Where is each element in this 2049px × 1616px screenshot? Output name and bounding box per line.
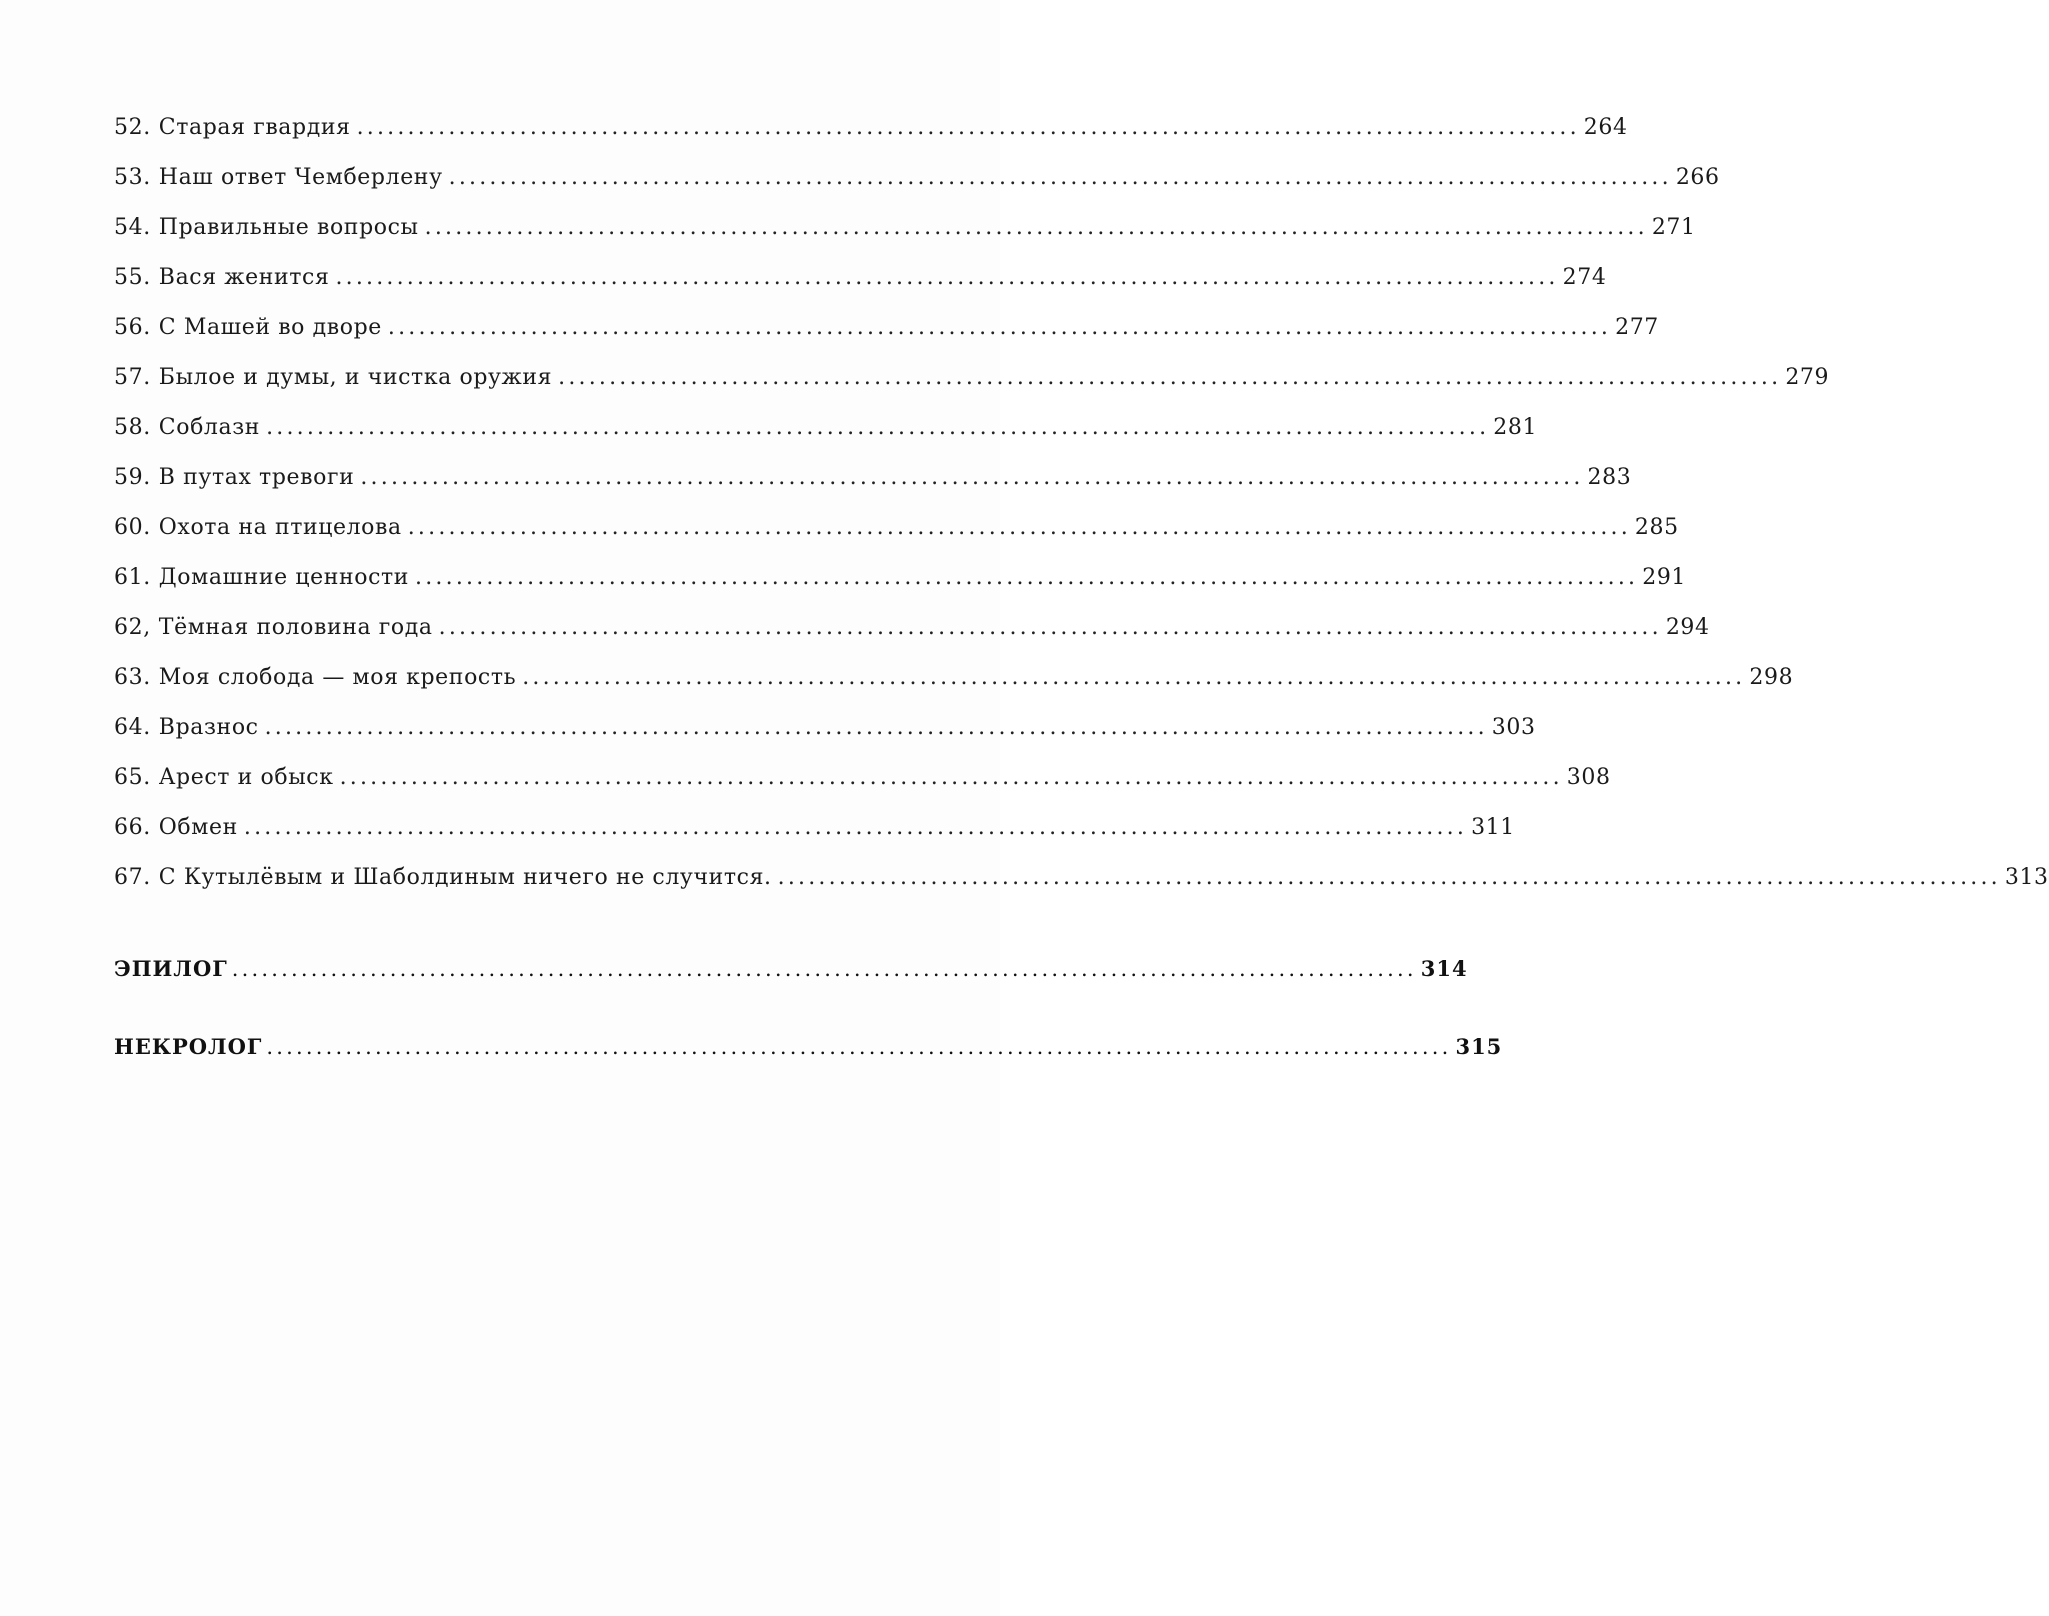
chapter-title: Соблазн bbox=[158, 415, 261, 440]
dot-leader: ........................................................................................................................ bbox=[266, 415, 1490, 440]
chapter-number: 54. bbox=[114, 215, 151, 240]
necrologue-title: НЕКРОЛОГ bbox=[114, 1034, 263, 1059]
toc-entry bbox=[114, 853, 2049, 903]
dot-leader: ........................................................................................................................ bbox=[387, 315, 1612, 340]
chapter-number: 64. bbox=[114, 715, 151, 740]
chapter-number: 58. bbox=[114, 415, 151, 440]
chapter-number: 61. bbox=[114, 565, 151, 590]
chapter-title: Тёмная половина года bbox=[158, 615, 433, 640]
toc-entry bbox=[114, 753, 1611, 803]
chapter-number: 63. bbox=[114, 665, 151, 690]
chapter-page-number: 311 bbox=[1471, 815, 1515, 840]
chapter-title: Правильные вопросы bbox=[158, 215, 419, 240]
chapter-page-number: 271 bbox=[1651, 215, 1696, 240]
chapter-number: 62, bbox=[114, 615, 151, 640]
toc-necrologue bbox=[114, 1027, 1503, 1067]
chapter-title: Вразнос bbox=[158, 715, 259, 740]
toc-entries-list bbox=[114, 103, 2049, 903]
chapter-number: 55. bbox=[114, 265, 151, 290]
toc-entry bbox=[114, 303, 1659, 353]
chapter-page-number: 279 bbox=[1785, 365, 1830, 390]
chapter-number: 56. bbox=[114, 315, 151, 340]
toc-entry bbox=[114, 453, 1632, 503]
dot-leader: ........................................................................................................................ bbox=[231, 957, 1417, 981]
toc-entry bbox=[114, 553, 1687, 603]
chapter-title: Домашние ценности bbox=[158, 565, 410, 590]
toc-entry bbox=[114, 103, 1628, 153]
dot-leader: ........................................................................................................................ bbox=[522, 665, 1746, 690]
chapter-title: Охота на птицелова bbox=[158, 515, 402, 540]
chapter-page-number: 313 bbox=[2004, 865, 2049, 890]
chapter-page-number: 266 bbox=[1675, 165, 1720, 190]
toc-epilogue bbox=[114, 949, 1468, 989]
epilogue-page-number: 314 bbox=[1420, 956, 1468, 981]
chapter-title: Обмен bbox=[158, 815, 238, 840]
chapter-number: 59. bbox=[114, 465, 151, 490]
chapter-page-number: 291 bbox=[1642, 565, 1687, 590]
toc-entry bbox=[114, 253, 1607, 303]
dot-leader: ........................................................................................................................ bbox=[415, 565, 1639, 590]
epilogue-title: ЭПИЛОГ bbox=[114, 956, 228, 981]
chapter-number: 57. bbox=[114, 365, 151, 390]
chapter-title: С Кутылёвым и Шаболдиным ничего не случится. bbox=[158, 865, 772, 890]
chapter-title: Моя слобода — моя крепость bbox=[158, 665, 517, 690]
chapter-number: 52. bbox=[114, 115, 151, 140]
chapter-page-number: 277 bbox=[1615, 315, 1659, 340]
chapter-number: 65. bbox=[114, 765, 151, 790]
chapter-title: Былое и думы, и чистка оружия bbox=[158, 365, 553, 390]
chapter-title: Старая гвардия bbox=[158, 115, 351, 140]
chapter-title: Вася женится bbox=[158, 265, 330, 290]
chapter-title: В путах тревоги bbox=[158, 465, 355, 490]
dot-leader: ........................................................................................................................ bbox=[266, 1035, 1452, 1059]
chapter-page-number: 298 bbox=[1749, 665, 1794, 690]
toc-entry bbox=[114, 703, 1536, 753]
dot-leader: ........................................................................................................................ bbox=[360, 465, 1584, 490]
toc-entry bbox=[114, 203, 1696, 253]
chapter-page-number: 274 bbox=[1562, 265, 1607, 290]
toc-entry bbox=[114, 603, 1710, 653]
toc-entry bbox=[114, 503, 1679, 553]
dot-leader: ........................................................................................................................ bbox=[558, 365, 1782, 390]
dot-leader: ........................................................................................................................ bbox=[438, 615, 1662, 640]
chapter-title: Наш ответ Чемберлену bbox=[158, 165, 443, 190]
dot-leader: ........................................................................................................................ bbox=[448, 165, 1672, 190]
chapter-page-number: 283 bbox=[1587, 465, 1632, 490]
toc-entry bbox=[114, 153, 1720, 203]
necrologue-page-number: 315 bbox=[1455, 1034, 1503, 1059]
chapter-page-number: 281 bbox=[1493, 415, 1538, 440]
dot-leader: ........................................................................................................................ bbox=[407, 515, 1631, 540]
toc-entry bbox=[114, 403, 1538, 453]
dot-leader: ........................................................................................................................ bbox=[356, 115, 1580, 140]
toc-entry bbox=[114, 803, 1515, 853]
toc-entry bbox=[114, 653, 1794, 703]
dot-leader: ........................................................................................................................ bbox=[264, 715, 1488, 740]
dot-leader: ........................................................................................................................ bbox=[339, 765, 1563, 790]
toc-entry bbox=[114, 353, 1830, 403]
chapter-number: 67. bbox=[114, 865, 151, 890]
chapter-title: Арест и обыск bbox=[158, 765, 334, 790]
dot-leader: ........................................................................................................................ bbox=[243, 815, 1468, 840]
chapter-title: С Машей во дворе bbox=[158, 315, 382, 340]
chapter-page-number: 303 bbox=[1491, 715, 1536, 740]
chapter-page-number: 264 bbox=[1583, 115, 1628, 140]
chapter-number: 66. bbox=[114, 815, 151, 840]
table-of-contents bbox=[114, 103, 2049, 1067]
chapter-page-number: 285 bbox=[1634, 515, 1679, 540]
chapter-number: 60. bbox=[114, 515, 151, 540]
chapter-page-number: 294 bbox=[1665, 615, 1710, 640]
dot-leader: ........................................................................................................................ bbox=[424, 215, 1648, 240]
chapter-number: 53. bbox=[114, 165, 151, 190]
dot-leader: ........................................................................................................................ bbox=[335, 265, 1559, 290]
chapter-page-number: 308 bbox=[1566, 765, 1611, 790]
dot-leader: ........................................................................................................................ bbox=[777, 865, 2001, 890]
